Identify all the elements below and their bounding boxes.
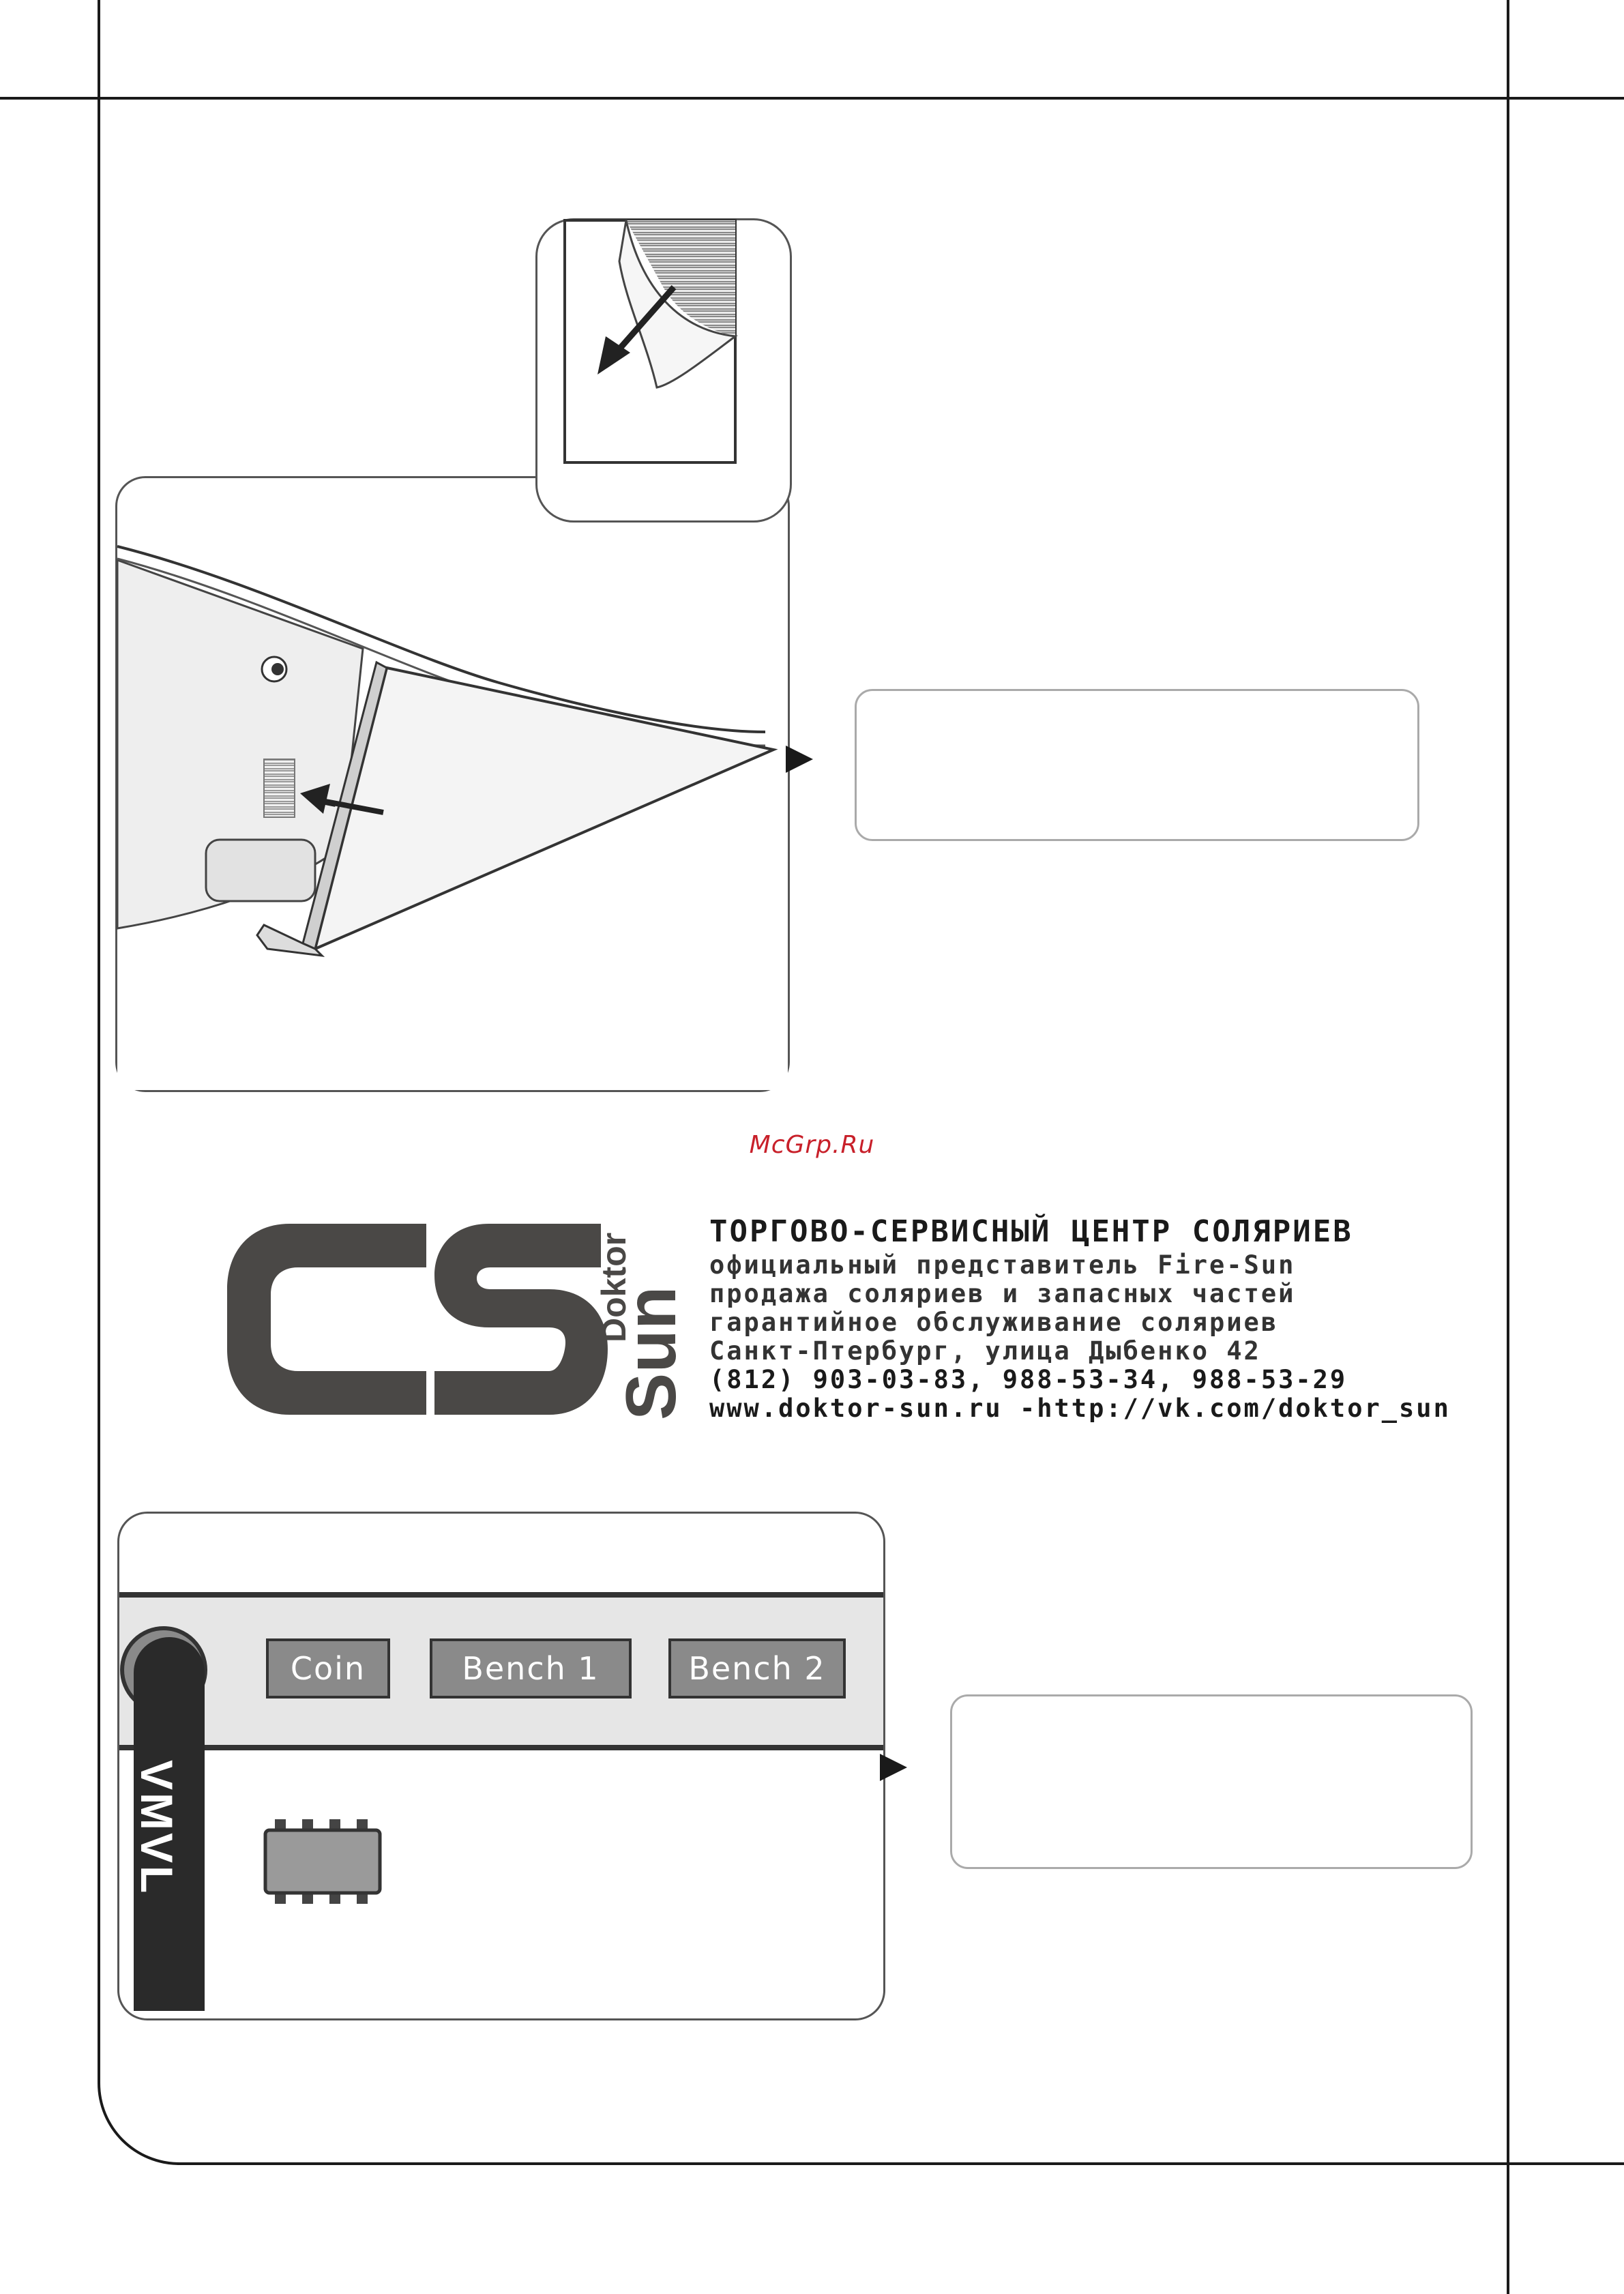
info-line-warranty: гарантийное обслуживание соляриев bbox=[709, 1308, 1279, 1337]
board-bottom-line bbox=[119, 1745, 883, 1750]
logo-doktor-text: Doktor bbox=[595, 1232, 633, 1342]
chip-icon bbox=[263, 1814, 392, 1909]
callout-pointer-bottom bbox=[880, 1754, 907, 1781]
callout-box-top bbox=[855, 689, 1419, 841]
vmvl-label-text: VMVL bbox=[132, 1760, 182, 1896]
peel-off-inset bbox=[535, 218, 792, 523]
vmvl-label bbox=[119, 1719, 206, 2005]
bench-1-button[interactable]: Bench 1 bbox=[430, 1638, 632, 1699]
callout-box-bottom bbox=[950, 1694, 1473, 1869]
peel-off-drawing bbox=[537, 220, 790, 520]
watermark: McGrp.Ru bbox=[749, 1131, 875, 1159]
doktor-sun-logo-graphic bbox=[222, 1216, 691, 1422]
bed-lower-block bbox=[206, 840, 315, 901]
cover-installation-drawing bbox=[117, 478, 788, 1090]
coin-button[interactable]: Coin bbox=[266, 1638, 390, 1699]
info-line-representative: официальный представитель Fire-Sun bbox=[709, 1250, 1296, 1280]
info-line-sales: продажа соляриев и запасных частей bbox=[709, 1279, 1296, 1308]
info-line-address: Санкт-Птербург, улица Дыбенко 42 bbox=[709, 1336, 1261, 1366]
logo-letter-s bbox=[434, 1224, 608, 1415]
info-line-websites: www.doktor-sun.ru -http://vk.com/doktor_sun bbox=[709, 1394, 1451, 1423]
frame-left-line bbox=[98, 0, 100, 2080]
adhesive-strip bbox=[264, 759, 295, 817]
frame-bottom-line bbox=[177, 2162, 1624, 2165]
frame-bottom-left-corner bbox=[98, 1999, 261, 2165]
callout-pointer-top bbox=[786, 746, 813, 773]
doktor-sun-logo bbox=[222, 1216, 691, 1422]
logo-sun-text: Sun bbox=[612, 1286, 691, 1420]
logo-letter-c bbox=[227, 1224, 426, 1415]
service-center-info bbox=[709, 1213, 1451, 1423]
control-board-illustration bbox=[117, 1512, 885, 2020]
info-line-phones: (812) 903-03-83, 988-53-34, 988-53-29 bbox=[709, 1365, 1348, 1394]
info-heading: ТОРГОВО-СЕРВИСНЫЙ ЦЕНТР СОЛЯРИЕВ bbox=[709, 1214, 1353, 1249]
cover-installation-illustration bbox=[115, 476, 790, 1092]
bench-2-button[interactable]: Bench 2 bbox=[668, 1638, 846, 1699]
board-top-line bbox=[119, 1592, 883, 1598]
frame-top-line bbox=[0, 97, 1624, 100]
